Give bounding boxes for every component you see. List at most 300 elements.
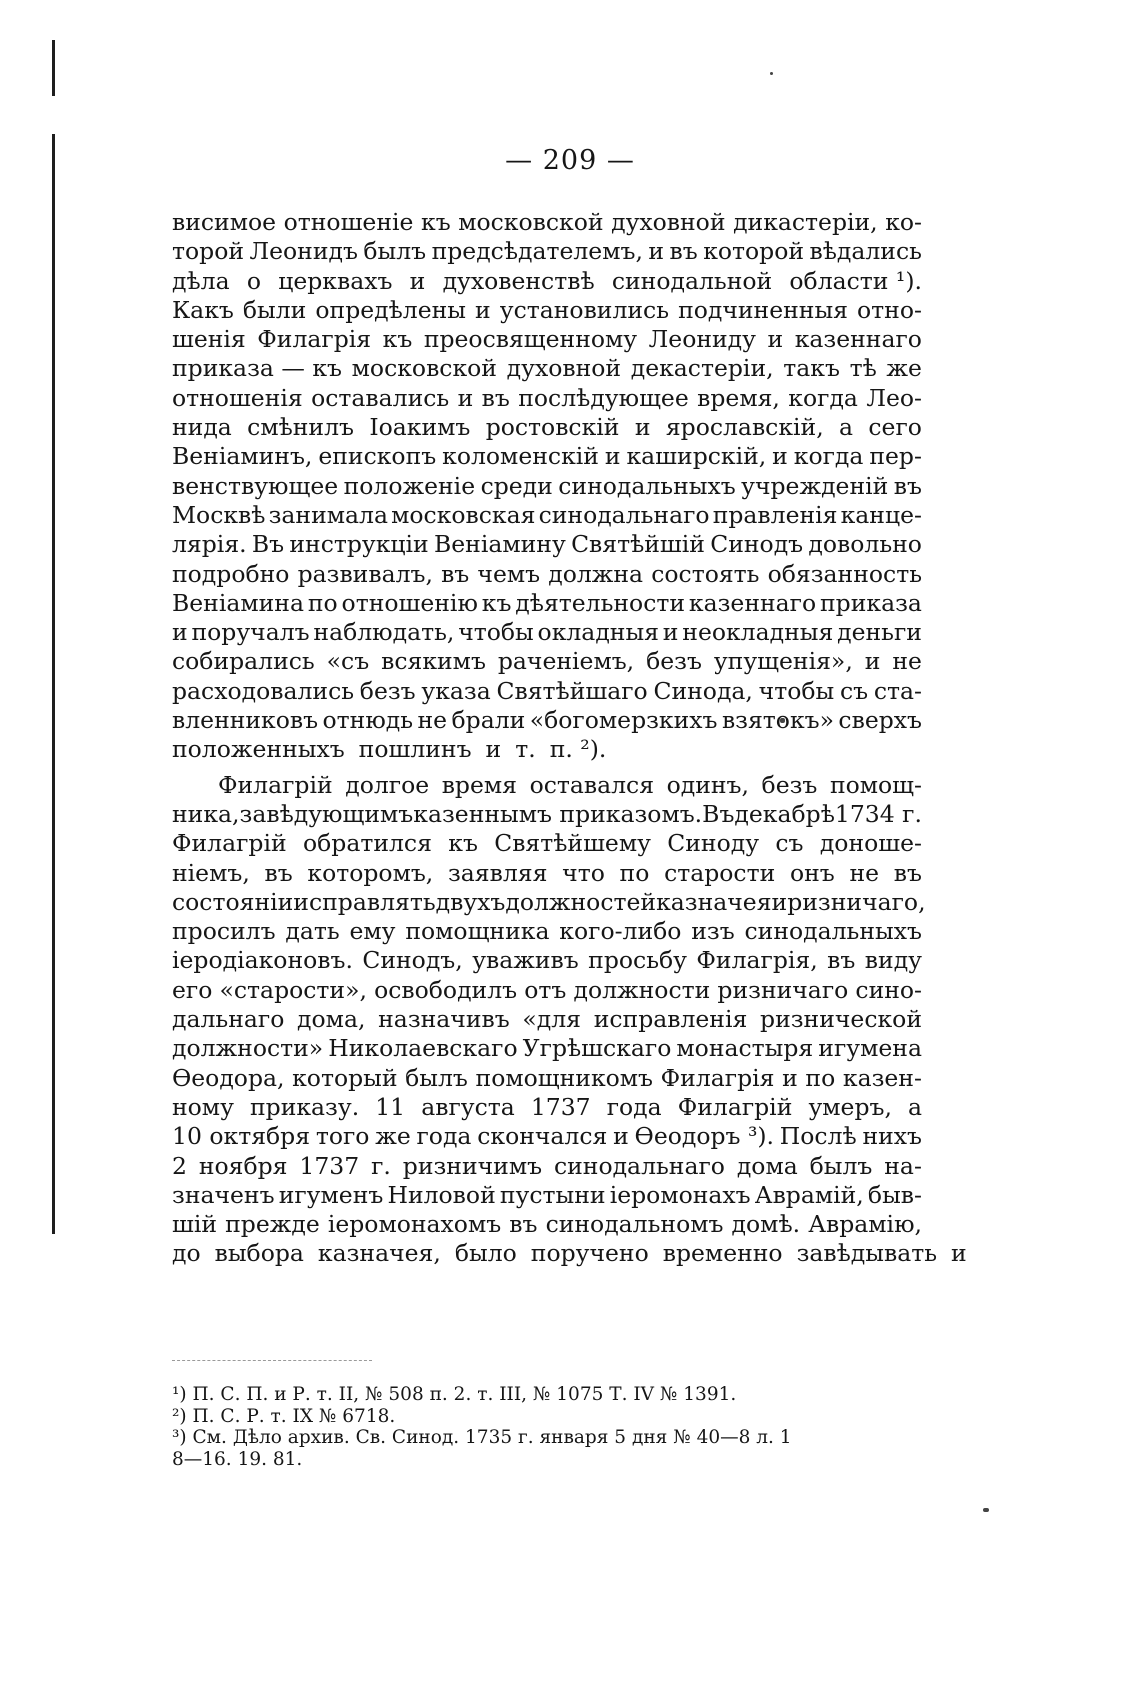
- word: завѣдующимъ: [239, 799, 414, 828]
- word: доноше-: [819, 829, 922, 858]
- word: отно-: [857, 295, 922, 324]
- word: области ¹).: [789, 266, 922, 295]
- word: къ: [382, 325, 413, 354]
- word: московской: [351, 354, 497, 383]
- word: въ: [669, 237, 698, 266]
- word: и: [662, 618, 679, 647]
- word: всякимъ: [381, 647, 486, 676]
- word: умеръ,: [808, 1092, 892, 1121]
- word: іеромонахъ: [609, 1180, 751, 1209]
- word: помощникомъ: [475, 1063, 654, 1092]
- word: 2: [172, 1151, 187, 1180]
- text-line: [172, 618, 922, 647]
- word: сего: [868, 413, 922, 442]
- text-line: [172, 296, 922, 325]
- text-line: [172, 1064, 922, 1093]
- word: поручено: [530, 1239, 649, 1268]
- text-line: [172, 1181, 922, 1210]
- word: временно: [662, 1239, 783, 1268]
- word: смѣнилъ: [247, 413, 354, 442]
- word: декабрѣ: [734, 799, 835, 828]
- word: установились: [499, 295, 670, 324]
- word: монастыря: [676, 1034, 814, 1063]
- word: дѣятельности: [515, 588, 686, 617]
- word: выбора: [214, 1239, 304, 1268]
- word: и: [475, 295, 491, 324]
- word: уваживъ: [472, 946, 579, 975]
- word: въ: [827, 946, 856, 975]
- word: нида: [172, 413, 232, 442]
- word: 10 октября: [172, 1122, 311, 1151]
- word: прежде: [225, 1210, 320, 1239]
- word: положеніе: [343, 471, 476, 500]
- word: опредѣлены: [315, 295, 466, 324]
- word: инструкціи: [289, 530, 429, 559]
- word: Леонидъ: [249, 237, 358, 266]
- word: въ: [264, 858, 293, 887]
- word: къ: [481, 588, 512, 617]
- text-line: [172, 946, 922, 975]
- text-line: [172, 1122, 922, 1151]
- word: по: [805, 1063, 836, 1092]
- word: года: [606, 1092, 662, 1121]
- word: Какъ: [172, 295, 234, 324]
- word: Веніамину: [433, 530, 566, 559]
- word: Синода,: [653, 676, 753, 705]
- word: Послѣ: [779, 1122, 857, 1151]
- word: къ: [448, 829, 478, 858]
- word: московской: [458, 208, 604, 236]
- text-line: [172, 735, 922, 764]
- word: Веніамина: [172, 588, 304, 617]
- word: и: [767, 325, 784, 354]
- word: ризничимъ: [402, 1151, 543, 1180]
- word: Москвѣ: [172, 500, 266, 529]
- word: ному: [172, 1092, 234, 1121]
- word: Святѣйшій: [571, 530, 705, 559]
- word: синодальныхъ: [558, 471, 736, 500]
- word: деньги: [837, 618, 922, 647]
- word: Ниловой: [387, 1180, 496, 1209]
- word: торой: [172, 237, 245, 266]
- word: Угрѣшскаго: [522, 1034, 672, 1063]
- scan-speck: [983, 1508, 989, 1512]
- word: который: [292, 1063, 398, 1092]
- word: и: [782, 1063, 798, 1092]
- word: Филагрія: [660, 1063, 775, 1092]
- word: неокладныя: [682, 618, 834, 647]
- word: дальнаго: [172, 1005, 285, 1034]
- word: наблюдать,: [313, 618, 455, 647]
- word: Синодъ,: [362, 946, 463, 975]
- word: безъ: [761, 770, 818, 799]
- word: назначивъ: [378, 1005, 510, 1034]
- text-line: [172, 472, 922, 501]
- word: духовной: [506, 354, 622, 383]
- word: оставался: [529, 770, 655, 799]
- word: шенія: [172, 325, 246, 354]
- word: помощ-: [829, 770, 922, 799]
- text-line: [172, 384, 922, 413]
- word: отношеніе: [283, 208, 414, 236]
- word: приказа: [820, 588, 922, 617]
- word: сино-: [855, 975, 922, 1004]
- text-line: [172, 267, 922, 296]
- word: игумена: [818, 1034, 922, 1063]
- word: по: [619, 858, 650, 887]
- text-line: [172, 501, 922, 530]
- word: канце-: [840, 500, 922, 529]
- text-line: [172, 829, 922, 858]
- word: духовной: [611, 208, 726, 236]
- word: сверхъ: [838, 706, 922, 735]
- text-line: [172, 442, 922, 471]
- word: подчиненныя: [678, 295, 848, 324]
- text-line: [172, 208, 922, 237]
- word: и: [485, 735, 502, 764]
- footnote-3: ³) См. Дѣло архив. Св. Синод. 1735 г. января 5 дня № 40—8 л. 1: [172, 1427, 792, 1448]
- word: дома: [736, 1151, 798, 1180]
- text-line: [172, 1210, 922, 1239]
- word: домѣ.: [731, 1210, 801, 1239]
- word: и: [648, 237, 665, 266]
- word: правленія: [712, 500, 838, 529]
- word: такъ: [783, 354, 840, 383]
- word: и: [457, 383, 474, 412]
- word: епископъ: [318, 442, 437, 471]
- text-line: [172, 887, 926, 917]
- word: дѣла: [172, 266, 230, 295]
- word: былъ: [363, 237, 427, 266]
- word: занимала: [268, 500, 388, 529]
- word: и: [604, 442, 621, 471]
- word: Святѣйшему: [494, 829, 651, 858]
- word: виду: [864, 946, 922, 975]
- word: казначея: [656, 887, 772, 916]
- word: былъ: [405, 1063, 468, 1092]
- word: ему: [349, 917, 396, 946]
- word: время,: [697, 383, 780, 412]
- word: «для: [522, 1005, 581, 1034]
- word: завѣдывать: [796, 1239, 938, 1268]
- word: казеннаго: [794, 325, 922, 354]
- footnote-2: ²) П. С. Р. т. IX № 6718.: [172, 1405, 396, 1427]
- word: къ: [421, 208, 451, 236]
- word: ростовскій: [485, 413, 620, 442]
- word: среди: [480, 471, 553, 500]
- text-line: [172, 917, 922, 946]
- word: время: [441, 770, 517, 799]
- word: вленниковъ: [172, 706, 319, 735]
- word: чтобы: [758, 676, 835, 705]
- word: Николаевскаго: [328, 1034, 518, 1063]
- word: исправленія: [593, 1005, 748, 1034]
- word: приказу.: [249, 1092, 360, 1121]
- word: помощника: [405, 917, 550, 946]
- word: было: [454, 1239, 517, 1268]
- word: предсѣдателемъ,: [431, 237, 643, 266]
- text-line: [172, 560, 922, 589]
- word: висимое: [172, 208, 277, 236]
- word: Іоакимъ: [369, 413, 471, 442]
- word: Филагрій: [677, 1092, 793, 1121]
- word: казеннымъ приказомъ.: [413, 799, 703, 828]
- word: былъ: [809, 1151, 873, 1180]
- word: каширскій,: [626, 442, 767, 471]
- word: приказа — къ: [172, 354, 342, 383]
- text-line: [172, 976, 922, 1005]
- word: которой: [703, 237, 805, 266]
- text-line: [172, 413, 922, 442]
- word: брали: [451, 706, 526, 735]
- word: чтобы: [458, 618, 534, 647]
- word: по: [307, 588, 338, 617]
- word: не: [417, 706, 448, 735]
- word: іеромонахомъ: [327, 1210, 502, 1239]
- word: въ: [893, 858, 922, 887]
- word: когда: [793, 442, 864, 471]
- word: ризничаго: [717, 975, 849, 1004]
- word: кого-либо: [559, 917, 682, 946]
- word: собирались: [172, 647, 315, 676]
- word: дикастеріи,: [733, 208, 878, 236]
- word: что: [562, 858, 605, 887]
- word: тѣ: [849, 354, 877, 383]
- word: Святѣйшаго: [496, 676, 648, 705]
- word: быв-: [867, 1180, 922, 1209]
- word: церквахъ: [278, 266, 393, 295]
- word: Ѳеодоръ ³).: [634, 1122, 775, 1151]
- word: же: [375, 1122, 411, 1151]
- word: лярія.: [172, 530, 247, 559]
- word: Въ: [251, 530, 285, 559]
- word: дать: [285, 917, 340, 946]
- word: въ: [893, 471, 922, 500]
- scan-edge-mark: [52, 40, 55, 96]
- word: Синоду: [667, 829, 760, 858]
- word: пер-: [869, 442, 922, 471]
- word: а: [839, 413, 854, 442]
- text-line: [172, 1239, 967, 1268]
- word: двухъ: [435, 887, 506, 916]
- footnote-1: ¹) П. С. П. и Р. т. II, № 508 п. 2. т. III, № 1075 Т. IV № 1391.: [172, 1384, 737, 1405]
- word: Веніаминъ,: [172, 442, 313, 471]
- text-line: [172, 1034, 922, 1063]
- word: Ѳеодора,: [172, 1063, 285, 1092]
- word: съ: [775, 829, 804, 858]
- word: синодальныхъ: [744, 917, 922, 946]
- word: и: [409, 266, 426, 295]
- word: ніемъ,: [172, 858, 250, 887]
- footnote-separator: [172, 1360, 372, 1361]
- word: преосвященному: [423, 325, 638, 354]
- word: казначея,: [317, 1239, 441, 1268]
- text-line: [172, 354, 922, 383]
- word: безъ: [359, 676, 416, 705]
- text-line: [172, 771, 922, 800]
- word: взятокъ»: [721, 706, 834, 735]
- word: и: [771, 887, 788, 916]
- text-line: [172, 800, 922, 829]
- word: же: [886, 354, 922, 383]
- word: нихъ: [862, 1122, 922, 1151]
- word: отношенія: [172, 383, 303, 412]
- text-line: [172, 530, 922, 559]
- word: о: [246, 266, 261, 295]
- word: заявляя: [447, 858, 548, 887]
- scan-edge-mark: [52, 134, 55, 1234]
- word: должностей: [505, 887, 657, 916]
- word: обратился: [302, 829, 432, 858]
- word: до: [172, 1239, 201, 1268]
- word: казеннаго: [688, 588, 817, 617]
- page-number: — 209 —: [505, 145, 635, 176]
- word: онъ: [789, 858, 835, 887]
- word: и: [613, 1122, 629, 1151]
- word: безъ: [646, 647, 702, 676]
- word: ноября: [198, 1151, 288, 1180]
- word: пустыни: [499, 1180, 606, 1209]
- word: духовенствѣ: [442, 266, 595, 295]
- word: ярославскій,: [665, 413, 824, 442]
- word: поручалъ: [191, 618, 310, 647]
- word: состояніи: [172, 887, 294, 916]
- word: синодальномъ: [545, 1210, 724, 1239]
- word: оставались: [311, 383, 450, 412]
- word: Въ: [702, 799, 735, 828]
- word: г.: [371, 1151, 391, 1180]
- word: 11: [375, 1092, 406, 1121]
- word: и: [951, 1239, 967, 1268]
- word: казен-: [842, 1063, 922, 1092]
- word: скончался: [477, 1122, 608, 1151]
- word: августа: [421, 1092, 515, 1121]
- word: просьбу: [588, 946, 687, 975]
- word: ника,: [172, 799, 240, 828]
- word: Филагрія: [257, 325, 372, 354]
- word: его: [172, 975, 213, 1004]
- word: съ: [839, 676, 869, 705]
- word: Синодъ: [710, 530, 804, 559]
- word: 1737: [299, 1151, 360, 1180]
- word: Лео-: [866, 383, 922, 412]
- text-line: [172, 325, 922, 354]
- word: игуменъ: [278, 1180, 384, 1209]
- word: просилъ: [172, 917, 276, 946]
- word: и: [772, 442, 788, 471]
- word: Филагрія,: [696, 946, 818, 975]
- word: того: [315, 1122, 370, 1151]
- word: изъ: [691, 917, 735, 946]
- word: старости: [664, 858, 776, 887]
- word: а: [907, 1092, 922, 1121]
- word: ко-: [885, 208, 922, 236]
- word: подробно: [172, 559, 290, 588]
- word: отношенію: [341, 588, 478, 617]
- word: освободилъ: [374, 975, 518, 1004]
- text-line: [172, 589, 922, 618]
- word: расходовались: [172, 676, 355, 705]
- scan-speck: [770, 72, 773, 75]
- word: т.: [515, 735, 536, 764]
- text-line: [172, 677, 922, 706]
- word: пошлинъ: [358, 735, 472, 764]
- word: «съ: [326, 647, 370, 676]
- text-line: [172, 706, 922, 735]
- word: упущенія»,: [713, 647, 853, 676]
- word: состоять: [651, 559, 760, 588]
- word: которомъ,: [307, 858, 434, 887]
- word: въ: [509, 1210, 538, 1239]
- word: обязанность: [767, 559, 922, 588]
- word: въ: [441, 559, 470, 588]
- word: и: [634, 413, 651, 442]
- text-line: [172, 237, 922, 266]
- text-line: [172, 1005, 922, 1034]
- word: синодальнаго: [538, 500, 710, 529]
- word: и: [172, 618, 188, 647]
- word: не: [849, 858, 880, 887]
- word: должности»: [172, 1034, 324, 1063]
- word: Филагрій: [218, 770, 333, 799]
- word: синодальной: [611, 266, 773, 295]
- word: указа: [421, 676, 491, 705]
- word: были: [242, 295, 307, 324]
- word: одинъ,: [666, 770, 749, 799]
- word: 1734 г.: [834, 799, 922, 828]
- text-line: [172, 1093, 922, 1122]
- word: отъ: [524, 975, 567, 1004]
- word: должности: [573, 975, 711, 1004]
- word: п. ²).: [549, 735, 607, 764]
- word: 1737: [530, 1092, 591, 1121]
- word: шій: [172, 1210, 218, 1239]
- word: значенъ: [172, 1180, 275, 1209]
- word: «старости»,: [219, 975, 367, 1004]
- word: іеродіаконовъ.: [172, 946, 353, 975]
- word: раченіемъ,: [497, 647, 635, 676]
- word: «богомерзкихъ: [529, 706, 718, 735]
- word: въ: [481, 383, 510, 412]
- word: ста-: [873, 676, 922, 705]
- word: Филагрій: [172, 829, 287, 858]
- footnotes: [172, 1384, 922, 1470]
- word: развивалъ,: [297, 559, 433, 588]
- word: положенныхъ: [172, 735, 345, 764]
- word: коломенскій: [442, 442, 599, 471]
- word: послѣдующее: [518, 383, 689, 412]
- word: Леониду: [648, 325, 756, 354]
- word: московская: [391, 500, 536, 529]
- text-line: [172, 647, 922, 676]
- word: окладныя: [537, 618, 659, 647]
- word: на-: [884, 1151, 922, 1180]
- word: должна: [548, 559, 644, 588]
- word: вѣдались: [809, 237, 922, 266]
- word: чемъ: [477, 559, 541, 588]
- word: когда: [788, 383, 858, 412]
- word: синодальнаго: [553, 1151, 725, 1180]
- word: года: [416, 1122, 472, 1151]
- word: исправлять: [293, 887, 436, 916]
- word: ризнической: [760, 1005, 922, 1034]
- word: долгое: [345, 770, 430, 799]
- text-line: [172, 1152, 922, 1181]
- word: венствующее: [172, 471, 339, 500]
- body-text: [172, 208, 967, 1269]
- word: учрежденій: [741, 471, 889, 500]
- word: не: [892, 647, 922, 676]
